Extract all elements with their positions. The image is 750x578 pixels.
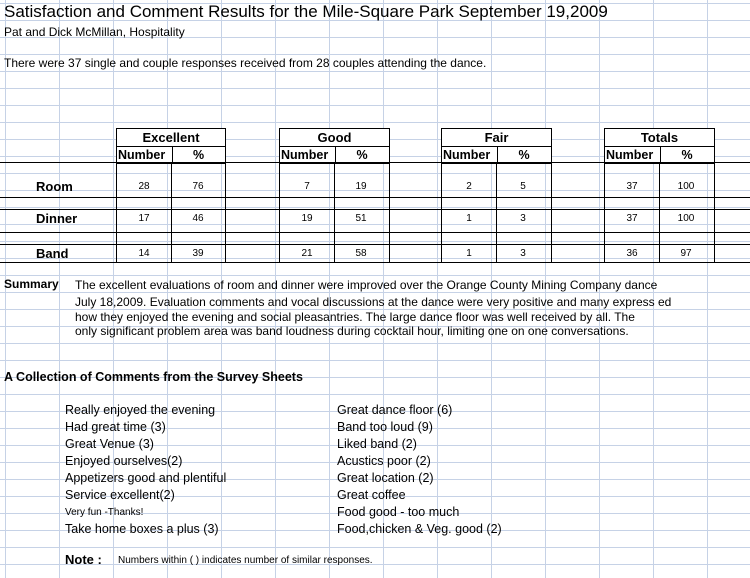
table-cell: 97 (680, 248, 692, 259)
table-cell: 46 (192, 213, 204, 224)
summary-line: July 18,2009. Evaluation comments and vocal discussions at the dance were very positive and many express ed (75, 295, 672, 309)
table-cell: 28 (138, 181, 150, 192)
table-cell: 51 (355, 213, 367, 224)
table-cell: 100 (677, 213, 695, 224)
table-cell: 14 (138, 248, 150, 259)
row-divider (0, 209, 750, 210)
comment-left: Really enjoyed the evening (65, 403, 216, 417)
col-divider (389, 162, 390, 263)
comment-left: Had great time (3) (65, 420, 166, 434)
comment-right: Band too loud (9) (337, 420, 433, 434)
comment-left: Service excellent(2) (65, 488, 175, 502)
row-divider (0, 232, 750, 233)
group-header-good (279, 128, 390, 164)
comment-right: Great coffee (337, 488, 406, 502)
col-percent-header: % (681, 148, 693, 162)
col-number-header: Number (605, 147, 661, 164)
table-cell: 2 (466, 181, 472, 192)
page-subtitle: Pat and Dick McMillan, Hospitality (4, 25, 185, 39)
table-cell: 17 (138, 213, 150, 224)
col-divider (714, 162, 715, 263)
group-title: Fair (484, 130, 509, 145)
table-cell: 19 (301, 213, 313, 224)
table-cell: 1 (466, 213, 472, 224)
table-cell: 37 (626, 181, 638, 192)
col-divider (604, 162, 605, 263)
comment-right: Liked band (2) (337, 437, 417, 451)
table-cell: 37 (626, 213, 638, 224)
table-cell: 1 (466, 248, 472, 259)
comment-right: Great location (2) (337, 471, 434, 485)
comment-left: Take home boxes a plus (3) (65, 522, 219, 536)
col-number-header: Number (442, 147, 498, 164)
table-cell: 100 (677, 181, 695, 192)
row-divider (0, 162, 750, 163)
comment-left: Appetizers good and plentiful (65, 471, 227, 485)
summary-line: only significant problem area was band loudness during cocktail hour, limiting one on one conversations. (75, 324, 629, 338)
col-divider (496, 162, 497, 263)
table-cell: 36 (626, 248, 638, 259)
table-cell: 76 (192, 181, 204, 192)
comment-left: Enjoyed ourselves(2) (65, 454, 183, 468)
comment-left: Great Venue (3) (65, 437, 154, 451)
table-cell: 5 (520, 181, 526, 192)
row-label-band: Band (36, 246, 69, 261)
row-label-dinner: Dinner (36, 211, 78, 226)
col-divider (551, 162, 552, 263)
table-cell: 39 (192, 248, 204, 259)
row-label-room: Room (36, 179, 73, 194)
group-title: Excellent (142, 130, 200, 145)
note-text: Numbers within ( ) indicates number of similar responses. (118, 555, 373, 566)
summary-line: how they enjoyed the evening and social pleasantries. The large dance floor was well received by all. The (75, 310, 635, 324)
comment-right: Food good - too much (337, 505, 460, 519)
col-divider (441, 162, 442, 263)
col-divider (334, 162, 335, 263)
table-cell: 3 (520, 213, 526, 224)
row-divider (0, 197, 750, 198)
summary-label: Summary (4, 277, 59, 291)
col-percent-header: % (192, 148, 205, 162)
table-cell: 7 (304, 181, 310, 192)
table-cell: 21 (301, 248, 313, 259)
col-number-header: Number (280, 147, 336, 164)
group-header-excellent (116, 128, 226, 164)
group-header-totals (604, 128, 715, 164)
row-divider (0, 244, 750, 245)
note-label: Note : (65, 552, 102, 567)
col-divider (171, 162, 172, 263)
table-cell: 19 (355, 181, 367, 192)
summary-line: The excellent evaluations of room and dinner were improved over the Orange County Mining Company dance (75, 278, 658, 292)
group-title: Good (317, 130, 352, 145)
col-number-header: Number (117, 147, 173, 164)
page-title: Satisfaction and Comment Results for the Mile-Square Park September 19,2009 (4, 2, 608, 21)
group-title: Totals (640, 130, 679, 145)
comments-title: A Collection of Comments from the Survey Sheets (4, 370, 303, 384)
comment-right: Food,chicken & Veg. good (2) (337, 522, 502, 536)
comment-left: Very fun -Thanks! (65, 507, 144, 518)
intro-text: There were 37 single and couple responses received from 28 couples attending the dance. (4, 56, 487, 70)
col-divider (225, 162, 226, 263)
col-divider (279, 162, 280, 263)
table-cell: 3 (520, 248, 526, 259)
comment-right: Great dance floor (6) (337, 403, 453, 417)
comment-right: Acustics poor (2) (337, 454, 431, 468)
group-header-fair (441, 128, 552, 164)
col-percent-header: % (518, 148, 530, 162)
col-percent-header: % (356, 148, 368, 162)
col-divider (659, 162, 660, 263)
row-divider (0, 262, 750, 263)
col-divider (116, 162, 117, 263)
table-cell: 58 (355, 248, 367, 259)
